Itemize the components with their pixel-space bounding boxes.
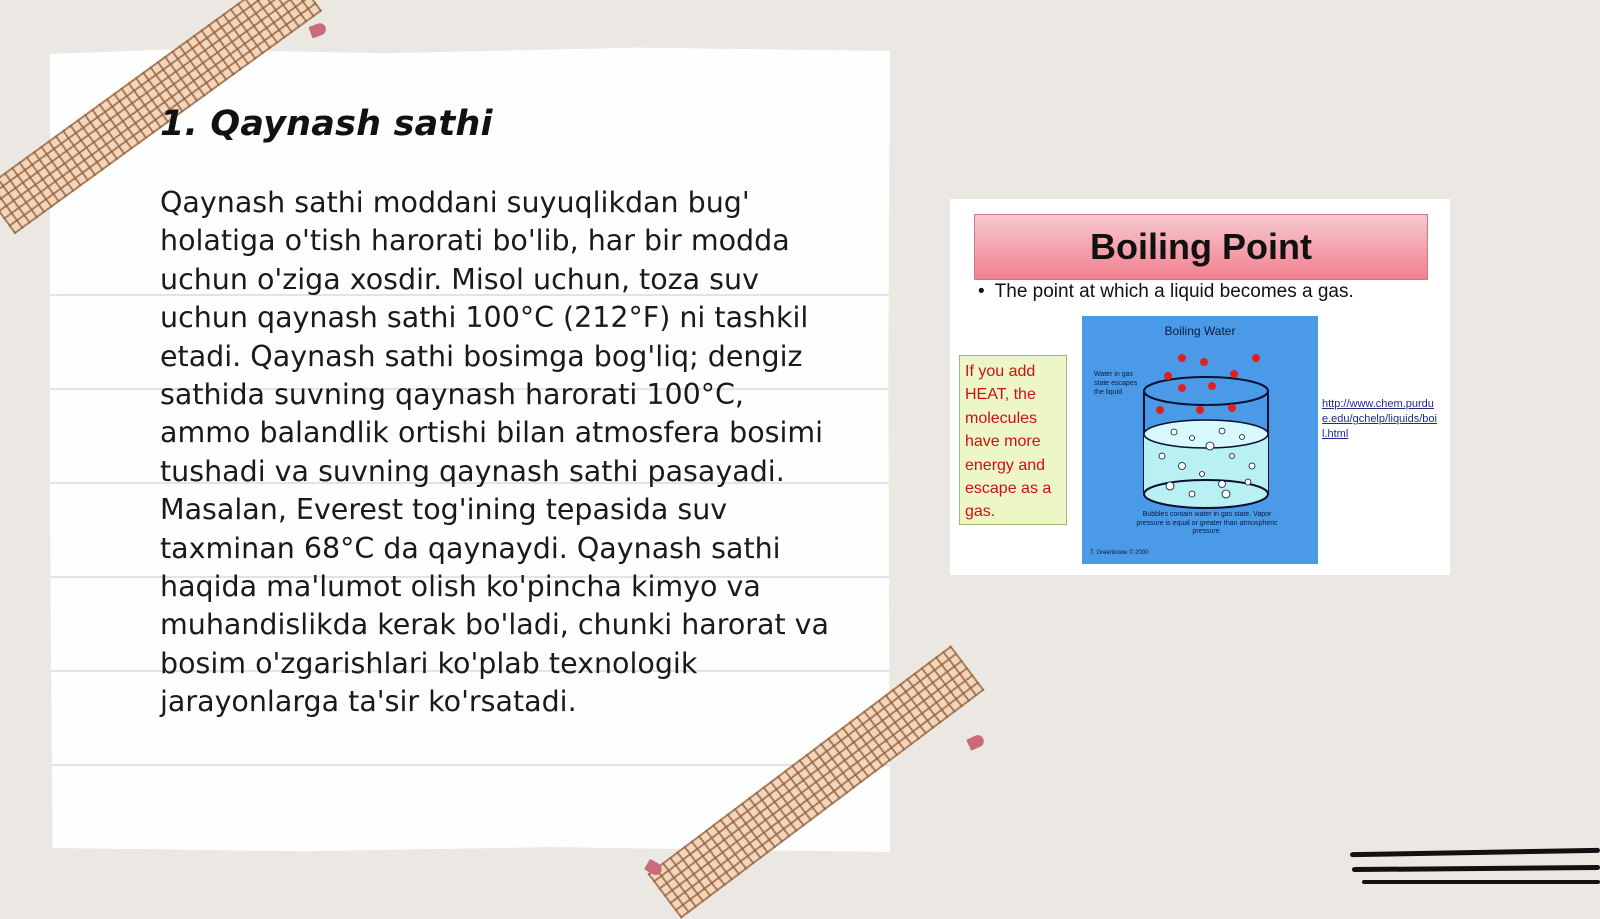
- source-link[interactable]: http://www.chem.purdue.edu/gchelp/liquids/boil.html: [1322, 398, 1437, 440]
- brush-stroke: [1350, 848, 1600, 857]
- diagram-credit: T. Greenbowe © 2000: [1090, 550, 1149, 556]
- tape-pin: [966, 733, 986, 751]
- bullet-icon: •: [978, 281, 985, 302]
- slide-banner: [974, 214, 1428, 280]
- beaker-rim: [1144, 377, 1268, 405]
- page-title: 1. Qaynash sathi: [160, 104, 493, 144]
- diagram-title: Boiling Water: [1164, 324, 1236, 338]
- boiling-water-diagram: [1082, 316, 1318, 564]
- slide-title: Boiling Point: [1090, 226, 1312, 267]
- brush-stroke: [1362, 880, 1600, 884]
- diagram-caption: Bubbles contain water in gas state. Vapor pressure is equal or greater than atmospheric pressure.: [1136, 511, 1278, 535]
- water-surface: [1144, 420, 1268, 448]
- body-paragraph: Qaynash sathi moddani suyuqlikdan bug' holatiga o'tish harorati bo'lib, har bir modda uchun o'ziga xosdir. Misol uchun, toza suv uchun qaynash sathi 100°C (212°F) ni tashkil etadi. Qaynash sathi bosimga bog'liq; dengiz sathida suvning qaynash harorati 100°C, ammo balandlik ortishi bilan atmosfera bosimi tushadi va suvning qaynash sathi pasayadi. Masalan, Everest tog'ining tepasida suv taxminan 68°C da qaynaydi. Qaynash sathi haqida ma'lumot olish ko'pincha kimyo va muhandislikda kerak bo'ladi, chunki harorat va bosim o'zgarishlari ko'plab texnologik jarayonlarga ta'sir ko'rsatadi.: [160, 186, 830, 719]
- boiling-point-image: [950, 199, 1450, 575]
- brush-stroke: [1352, 865, 1600, 872]
- slide-bullet: [978, 281, 1354, 303]
- tape-pin: [308, 22, 327, 39]
- heat-note-box: If you add HEAT, the molecules have more energy and escape as a gas.: [959, 355, 1067, 525]
- diagram-side-label: Water in gas state escapes the liquid: [1094, 371, 1138, 396]
- paper-rule: [50, 764, 890, 766]
- bullet-text: The point at which a liquid becomes a gas.: [994, 281, 1354, 302]
